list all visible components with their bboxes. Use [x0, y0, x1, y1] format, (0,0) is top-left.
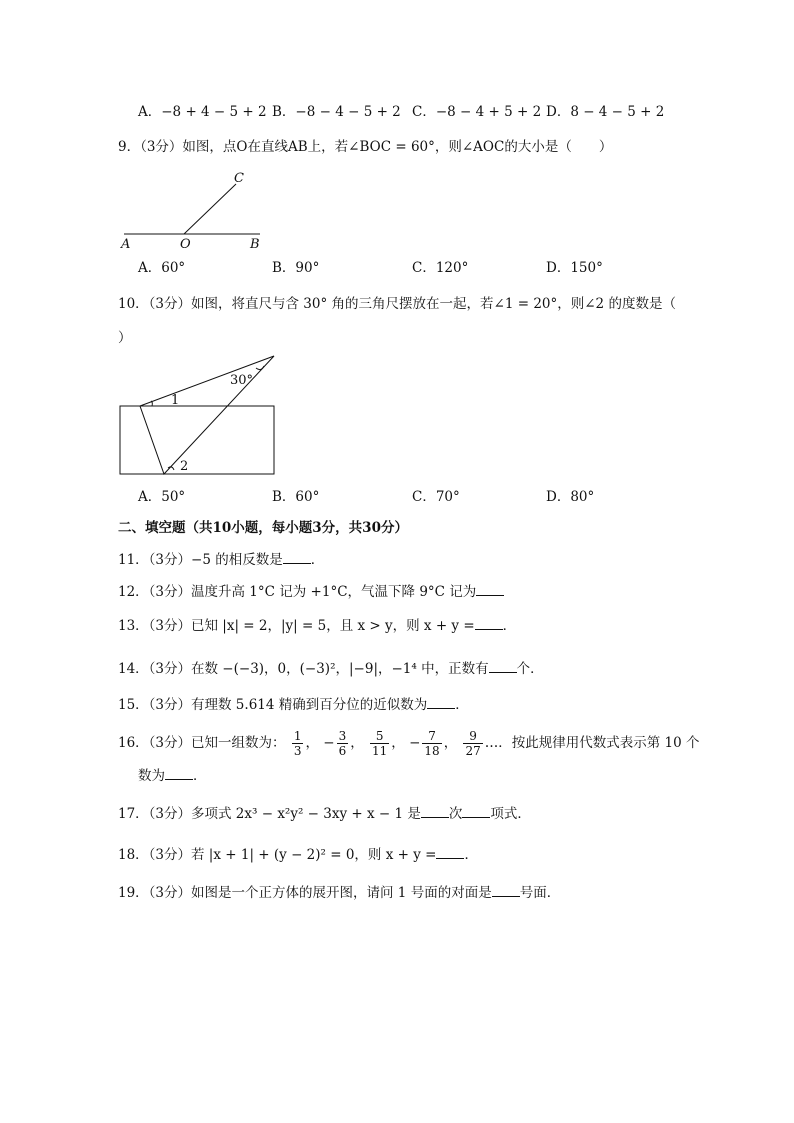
q14-text: 14．（3分）在数 −(−3)，0，(−3)²，|−9|，−1⁴ 中，正数有: [118, 661, 489, 677]
q19: [118, 883, 560, 903]
q9-option-b: B．90°: [272, 260, 320, 276]
fraction-denominator: 6: [338, 744, 347, 758]
answer-blank: [489, 660, 517, 673]
q17-middle: 次: [448, 806, 463, 822]
q8-option-b: B．−8 − 4 − 5 + 2: [272, 104, 401, 120]
q16-tail: …．按此规律用代数式表示第 10 个: [484, 735, 700, 751]
fraction-5: [463, 729, 482, 758]
answer-blank: [436, 846, 464, 859]
q14-suffix: 个．: [516, 661, 544, 677]
fraction-1: [292, 729, 304, 758]
q16-line2-suffix: ．: [193, 768, 207, 784]
q14: [118, 659, 544, 679]
label-o: O: [180, 237, 191, 252]
q8-option-c: C．−8 − 4 + 5 + 2: [412, 104, 542, 120]
fraction-numerator: 7: [422, 729, 441, 744]
answer-blank: [421, 805, 449, 818]
q16-text: 16．（3分）已知一组数为：: [118, 735, 286, 751]
fraction-4: [422, 729, 441, 758]
q18: [118, 845, 478, 865]
q18-text: 18．（3分）若 |x + 1| + (y − 2)² = 0，则 x + y =: [118, 847, 437, 863]
q15-suffix: ．: [455, 697, 469, 713]
answer-blank: [475, 617, 503, 630]
label-angle-2: 2: [180, 459, 189, 474]
q16-line2-text: 数为: [138, 768, 165, 784]
q10-option-a: A．50°: [138, 489, 186, 505]
q11-suffix: ．: [310, 552, 325, 568]
fraction-denominator: 18: [424, 744, 440, 758]
q17-suffix: 项式．: [490, 806, 531, 822]
answer-blank: [492, 884, 520, 897]
q15-text: 15．（3分）有理数 5.614 精确到百分位的近似数为: [118, 697, 428, 713]
q17-text: 17．（3分）多项式 2x³ − x²y² − 3xy + x − 1 是: [118, 806, 421, 822]
section-heading: 二、填空题（共10小题，每小题3分，共30分）: [118, 520, 408, 536]
q13: [118, 616, 516, 636]
fraction-denominator: 11: [372, 744, 388, 758]
fraction-numerator: 1: [293, 729, 302, 743]
q9-figure: [118, 168, 268, 252]
q19-suffix: 号面．: [519, 885, 561, 901]
q17: [118, 804, 531, 824]
q12-text: 12．（3分）温度升高 1°C 记为 +1°C，气温下降 9°C 记为: [118, 584, 477, 600]
q10-option-b: B．60°: [272, 489, 320, 505]
fraction-2-sign: −: [323, 735, 335, 751]
q11-text: 11．（3分）−5 的相反数是: [118, 552, 283, 568]
set-square: [140, 356, 274, 474]
q15: [118, 695, 469, 715]
q9-option-d: D．150°: [546, 260, 603, 276]
label-30-degree: 30°: [230, 373, 254, 388]
q8-option-a: A．−8 + 4 − 5 + 2: [138, 104, 267, 120]
fraction-numerator: 9: [463, 729, 482, 744]
q10-option-d: D．80°: [546, 489, 595, 505]
arc-30: [256, 366, 264, 370]
q9-option-c: C．120°: [412, 260, 469, 276]
fraction-numerator: 3: [338, 729, 347, 743]
q18-suffix: ．: [464, 847, 478, 863]
fraction-denominator: 3: [293, 744, 302, 758]
fraction-4-sign: −: [409, 735, 421, 751]
q11: [118, 550, 324, 570]
q19-text: 19．（3分）如图是一个正方体的展开图，请问 1 号面的对面是: [118, 885, 492, 901]
q9-option-a: A．60°: [138, 260, 186, 276]
q8-option-d: D．8 − 4 − 5 + 2: [546, 104, 665, 120]
fraction-3: [370, 729, 389, 758]
label-a: A: [121, 237, 131, 252]
label-angle-1: 1: [171, 393, 180, 408]
q10-stem-line2: ）: [118, 330, 132, 346]
q16-line2: [138, 766, 207, 786]
q10-stem-line1: 10．（3分）如图，将直尺与含 30° 角的三角尺摆放在一起，若∠1 = 20°，则∠2 的度数是（: [118, 296, 676, 312]
answer-blank: [476, 583, 504, 596]
q12: [118, 582, 504, 602]
answer-blank: [165, 767, 193, 780]
q13-suffix: ．: [502, 618, 517, 634]
q10-option-c: C．70°: [412, 489, 460, 505]
q13-text: 13．（3分）已知 |x| = 2，|y| = 5，且 x > y，则 x + y =: [118, 618, 475, 634]
q9-stem: 9．（3分）如图，点O在直线AB上，若∠BOC = 60°，则∠AOC的大小是（ ）: [118, 139, 613, 155]
ray-oc: [184, 184, 236, 234]
q10-figure: [118, 352, 280, 480]
fraction-2: [337, 729, 349, 758]
label-c: C: [234, 171, 244, 186]
fraction-denominator: 27: [465, 744, 481, 758]
q16-line1: 16．（3分）已知一组数为： $\frac{1}{3}$ ， − $\frac{3}{6}$ ， $\frac{5}{11}$ ， − $\frac{7}{18}$ ， $\frac{9}{27}$ …．按此规律用代数式表示第 10 个: [118, 729, 700, 758]
answer-blank: [427, 696, 455, 709]
answer-blank: [283, 551, 311, 564]
label-b: B: [250, 237, 260, 252]
answer-blank: [462, 805, 490, 818]
fraction-numerator: 5: [370, 729, 389, 744]
